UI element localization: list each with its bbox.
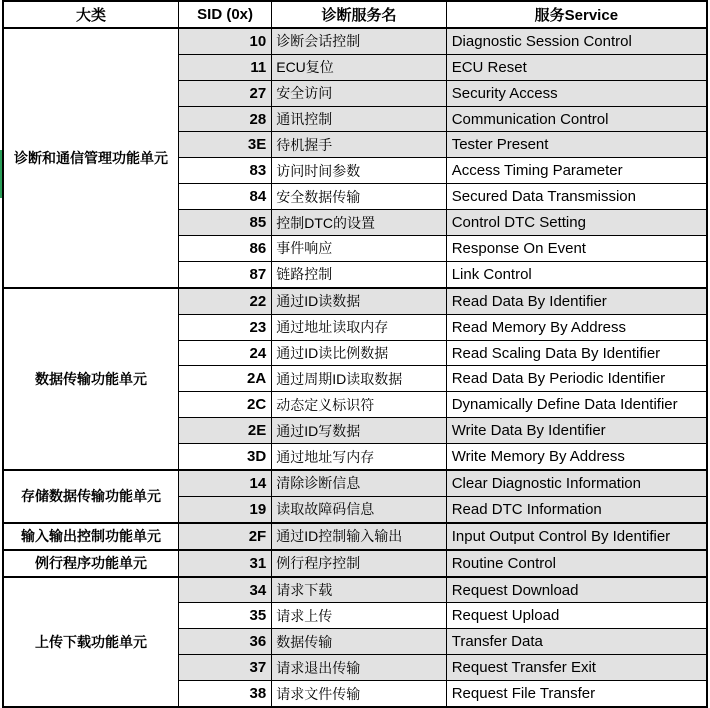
sid-cell: 24: [178, 340, 271, 366]
service-en-cell: Read Data By Identifier: [446, 288, 707, 314]
service-en-cell: Request File Transfer: [446, 681, 707, 707]
header-row: [3, 1, 707, 28]
service-name-cn-cell: 通过ID控制输入输出: [272, 523, 446, 550]
service-en-cell: Transfer Data: [446, 629, 707, 655]
table-row: [3, 288, 707, 314]
service-name-cn-cell: 安全访问: [272, 80, 446, 106]
sid-cell: 2F: [178, 523, 271, 550]
category-cell: 上传下载功能单元: [3, 577, 178, 707]
header-service-en: 服务Service: [446, 1, 707, 28]
service-en-cell: Response On Event: [446, 236, 707, 262]
service-name-cn-cell: 诊断会话控制: [272, 28, 446, 54]
service-name-cn-cell: 请求上传: [272, 603, 446, 629]
sid-cell: 28: [178, 106, 271, 132]
service-en-cell: Access Timing Parameter: [446, 158, 707, 184]
service-en-cell: ECU Reset: [446, 54, 707, 80]
service-name-cn-cell: 通过ID读数据: [272, 288, 446, 314]
category-cell: 数据传输功能单元: [3, 288, 178, 470]
sid-cell: 87: [178, 261, 271, 287]
table-row: [3, 523, 707, 550]
category-cell: 诊断和通信管理功能单元: [3, 28, 178, 288]
sid-cell: 37: [178, 655, 271, 681]
service-name-cn-cell: 读取故障码信息: [272, 496, 446, 522]
sid-cell: 19: [178, 496, 271, 522]
sid-cell: 10: [178, 28, 271, 54]
service-en-cell: Tester Present: [446, 132, 707, 158]
header-sid: SID (0x): [178, 1, 271, 28]
service-name-cn-cell: 数据传输: [272, 629, 446, 655]
service-en-cell: Secured Data Transmission: [446, 184, 707, 210]
service-name-cn-cell: 控制DTC的设置: [272, 210, 446, 236]
table-row: [3, 577, 707, 603]
uds-service-table: [2, 0, 708, 708]
sid-cell: 86: [178, 236, 271, 262]
service-name-cn-cell: 待机握手: [272, 132, 446, 158]
service-en-cell: Control DTC Setting: [446, 210, 707, 236]
table-row: [3, 550, 707, 577]
service-en-cell: Clear Diagnostic Information: [446, 470, 707, 496]
service-en-cell: Communication Control: [446, 106, 707, 132]
sid-cell: 27: [178, 80, 271, 106]
service-en-cell: Read DTC Information: [446, 496, 707, 522]
service-name-cn-cell: 请求下载: [272, 577, 446, 603]
service-en-cell: Read Scaling Data By Identifier: [446, 340, 707, 366]
service-name-cn-cell: 通讯控制: [272, 106, 446, 132]
table-row: [3, 28, 707, 54]
sid-cell: 34: [178, 577, 271, 603]
service-en-cell: Write Data By Identifier: [446, 418, 707, 444]
service-en-cell: Read Data By Periodic Identifier: [446, 366, 707, 392]
category-cell: 存储数据传输功能单元: [3, 470, 178, 523]
sid-cell: 2C: [178, 392, 271, 418]
sid-cell: 36: [178, 629, 271, 655]
sid-cell: 14: [178, 470, 271, 496]
table-body: [3, 28, 707, 707]
service-name-cn-cell: 通过周期ID读取数据: [272, 366, 446, 392]
service-en-cell: Routine Control: [446, 550, 707, 577]
service-en-cell: Read Memory By Address: [446, 314, 707, 340]
service-name-cn-cell: 通过ID读比例数据: [272, 340, 446, 366]
service-name-cn-cell: 链路控制: [272, 261, 446, 287]
service-name-cn-cell: 通过地址写内存: [272, 444, 446, 470]
service-en-cell: Write Memory By Address: [446, 444, 707, 470]
service-en-cell: Request Download: [446, 577, 707, 603]
category-cell: 输入输出控制功能单元: [3, 523, 178, 550]
service-name-cn-cell: 例行程序控制: [272, 550, 446, 577]
service-en-cell: Request Transfer Exit: [446, 655, 707, 681]
service-name-cn-cell: ECU复位: [272, 54, 446, 80]
sid-cell: 3E: [178, 132, 271, 158]
category-cell: 例行程序功能单元: [3, 550, 178, 577]
service-name-cn-cell: 请求文件传输: [272, 681, 446, 707]
sid-cell: 85: [178, 210, 271, 236]
service-name-cn-cell: 访问时间参数: [272, 158, 446, 184]
sid-cell: 35: [178, 603, 271, 629]
service-en-cell: Dynamically Define Data Identifier: [446, 392, 707, 418]
service-en-cell: Input Output Control By Identifier: [446, 523, 707, 550]
service-en-cell: Request Upload: [446, 603, 707, 629]
service-en-cell: Link Control: [446, 261, 707, 287]
header-service-name-cn: 诊断服务名: [272, 1, 446, 28]
sid-cell: 22: [178, 288, 271, 314]
service-name-cn-cell: 通过ID写数据: [272, 418, 446, 444]
service-name-cn-cell: 请求退出传输: [272, 655, 446, 681]
sid-cell: 38: [178, 681, 271, 707]
sid-cell: 84: [178, 184, 271, 210]
service-name-cn-cell: 清除诊断信息: [272, 470, 446, 496]
sid-cell: 3D: [178, 444, 271, 470]
sid-cell: 83: [178, 158, 271, 184]
service-name-cn-cell: 动态定义标识符: [272, 392, 446, 418]
header-category: 大类: [3, 1, 178, 28]
sid-cell: 2A: [178, 366, 271, 392]
sid-cell: 31: [178, 550, 271, 577]
service-en-cell: Diagnostic Session Control: [446, 28, 707, 54]
sid-cell: 23: [178, 314, 271, 340]
service-name-cn-cell: 安全数据传输: [272, 184, 446, 210]
service-name-cn-cell: 通过地址读取内存: [272, 314, 446, 340]
sid-cell: 2E: [178, 418, 271, 444]
service-en-cell: Security Access: [446, 80, 707, 106]
service-name-cn-cell: 事件响应: [272, 236, 446, 262]
sid-cell: 11: [178, 54, 271, 80]
table-row: [3, 470, 707, 496]
